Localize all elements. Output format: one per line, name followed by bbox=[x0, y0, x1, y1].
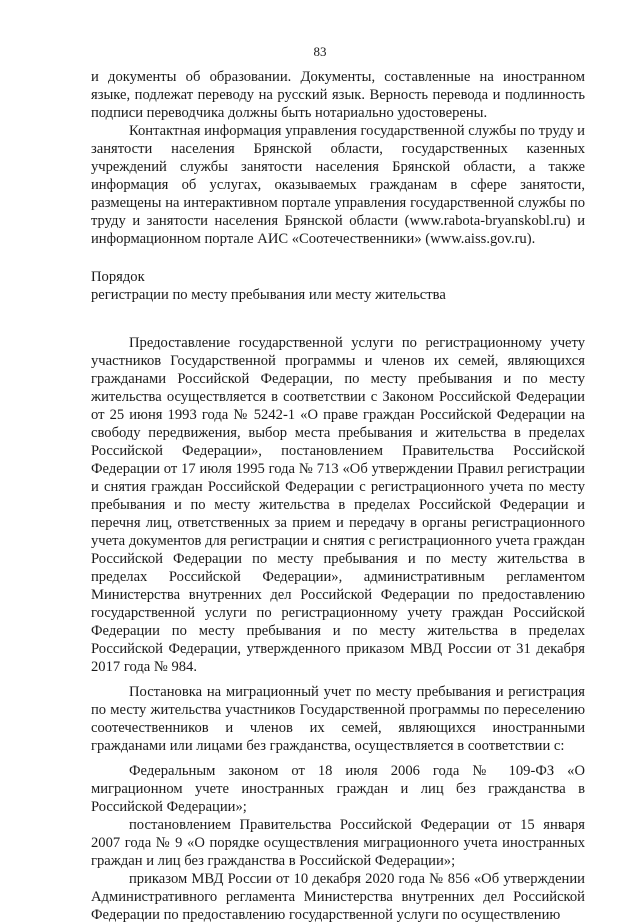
paragraph-documents: и документы об образовании. Документы, составленные на иностранном языке, подлежат переводу на русский язык. Верность перевода и подлинность подписи переводчика должны быть нотариально удостоверены. bbox=[91, 69, 585, 121]
section-heading-title: Порядок bbox=[91, 269, 145, 285]
page-number: 83 bbox=[313, 44, 327, 59]
list-item-government-decree: постановлением Правительства Российской Федерации от 15 января 2007 года № 9 «О порядке осуществления миграционного учета иностранных граждан и лиц без гражданства в Российской Федерации»; bbox=[91, 817, 585, 869]
document-body bbox=[91, 68, 585, 924]
paragraph-contacts: Контактная информация управления государственной службы по труду и занятости населения Брянской области, государственных казенных учреждений службы занятости населения Брянской области, а также информация об услугах, оказываемых гражданам в сфере занятости, размещены на интерактивном портале управления государственной службы по труду и занятости населения Брянской области (www.rabota-bryanskobl.ru) и информационном портале АИС «Соотечественники» (www.aiss.gov.ru). bbox=[91, 123, 585, 247]
list-item-federal-law: Федеральным законом от 18 июля 2006 года № 109-ФЗ «О миграционном учете иностранных граждан и лиц без гражданства в Российской Федерации»; bbox=[91, 763, 585, 815]
section-heading-subtitle: регистрации по месту пребывания или месту жительства bbox=[91, 287, 446, 303]
paragraph-migration-registration: Постановка на миграционный учет по месту пребывания и регистрация по месту жительства участников Государственной программы по переселению соотечественников и членов их семей, являющихся иностранными гражданами или лицами без гражданства, осуществляется в соответствии с: bbox=[91, 684, 585, 754]
paragraph-registration-basis: Предоставление государственной услуги по регистрационному учету участников Государственной программы и членов их семей, являющихся гражданами Российской Федерации, по месту пребывания и по месту жительства осуществляется в соответствии с Законом Российской Федерации от 25 июня 1993 года № 5242-1 «О праве граждан Российской Федерации на свободу передвижения, выбор места пребывания и жительства в пределах Российской Федерации», постановлением Правительства Российской Федерации от 17 июля 1995 года № 713 «Об утверждении Правил регистрации и снятия граждан Российской Федерации с регистрационного учета по месту пребывания и по месту жительства в пределах Российской Федерации и перечня лиц, ответственных за прием и передачу в органы регистрационного учета документов для регистрации и снятия с регистрационного учета граждан Российской Федерации по месту пребывания и по месту жительства в пределах Российской Федерации», административным регламентом Министерства внутренних дел Российской Федерации по предоставлению государственной услуги по регистрационному учету граждан Российской Федерации по месту пребывания и по месту жительства в пределах Российской Федерации, утвержденного приказом МВД России от 31 декабря 2017 года № 984. bbox=[91, 335, 585, 675]
list-item-mvd-order: приказом МВД России от 10 декабря 2020 года № 856 «Об утверждении Административного регламента Министерства внутренних дел Российской Федерации по предоставлению государственной услуги по осуществлению bbox=[91, 871, 585, 923]
